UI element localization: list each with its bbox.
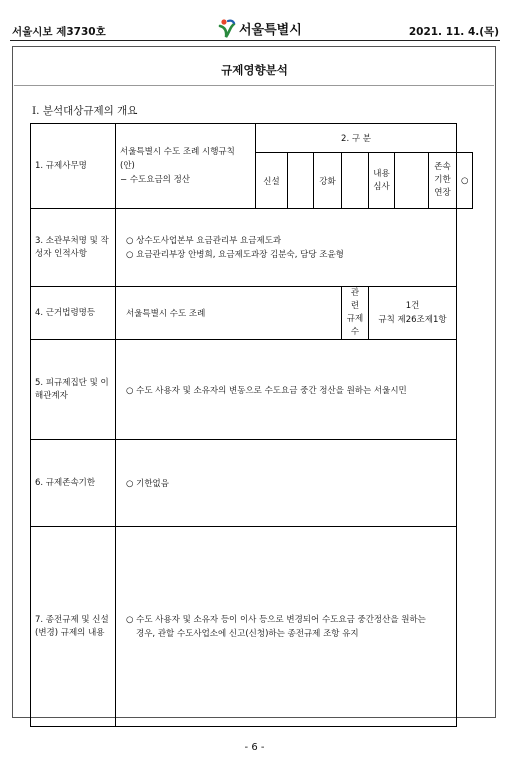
content-line-2: 경우, 관할 수도사업소에 신고(신청)하는 종전규제 조항 유지 — [136, 628, 359, 639]
content-line-1: ○ 수도 사용자 및 소유자 등이 이사 등으로 변경되어 수도요금 중간정산을 원하는 — [126, 614, 426, 625]
related-count: 1건 — [405, 301, 420, 311]
related-regulation — [369, 287, 457, 340]
title-divider — [14, 85, 494, 86]
regulation-form-table — [30, 123, 473, 727]
duration-value: ○ 기한없음 — [116, 440, 457, 527]
reg-name-value — [116, 124, 256, 209]
duration-label: 6. 규제존속기한 — [31, 440, 116, 527]
category-strengthen-check — [342, 153, 369, 209]
law-label: 4. 근거법령명등 — [31, 287, 116, 340]
section-heading: Ⅰ. 분석대상규제의 개요 — [32, 105, 138, 117]
target-label: 5. 피규제집단 및 이해관계자 — [31, 340, 116, 440]
category-review: 내용 심사 — [369, 153, 395, 209]
page-header — [0, 0, 509, 44]
category-review-check — [395, 153, 429, 209]
category-strengthen: 강화 — [314, 153, 342, 209]
seoul-logo-icon — [218, 18, 236, 38]
category-extension: 존속 기한 연장 — [429, 153, 457, 209]
page-number: - 6 - — [244, 742, 265, 753]
department-label: 3. 소관부처명 및 작성자 인적사항 — [31, 209, 116, 287]
seoul-logo — [218, 18, 302, 38]
category-new-check — [288, 153, 314, 209]
related-article: 규칙 제26조제1항 — [378, 315, 447, 325]
category-header: 2. 구 분 — [256, 124, 457, 153]
logo-text: 서울특별시 — [239, 22, 302, 38]
department-line-2: ○ 요금관리부장 안병희, 요금제도과장 김분숙, 담당 조윤형 — [126, 249, 344, 260]
target-value: ○ 수도 사용자 및 소유자의 변동으로 수도요금 중간 정산을 원하는 서울시민 — [116, 340, 457, 440]
category-new: 신설 — [256, 153, 288, 209]
related-count-label: 관 련 규제수 — [342, 287, 369, 340]
gazette-issue: 서울시보 제3730호 — [12, 26, 106, 38]
content-label: 7. 종전규제 및 신설(변경) 규제의 내용 — [31, 527, 116, 727]
law-value: 서울특별시 수도 조례 — [116, 287, 342, 340]
gazette-date: 2021. 11. 4.(목) — [408, 26, 499, 38]
header-rule — [10, 40, 500, 41]
reg-name-line-3: − 수도요금의 정산 — [120, 175, 191, 185]
reg-name-line-2: (안) — [120, 161, 135, 171]
reg-name-line-1: 서울특별시 수도 조례 시행규칙 — [120, 147, 235, 157]
document-title: 규제영향분석 — [221, 63, 288, 77]
category-extension-check: ○ — [457, 153, 473, 209]
department-line-1: ○ 상수도사업본부 요금관리부 요금제도과 — [126, 235, 282, 246]
reg-name-label: 1. 규제사무명 — [31, 124, 116, 209]
department-value — [116, 209, 457, 287]
content-value — [116, 527, 457, 727]
